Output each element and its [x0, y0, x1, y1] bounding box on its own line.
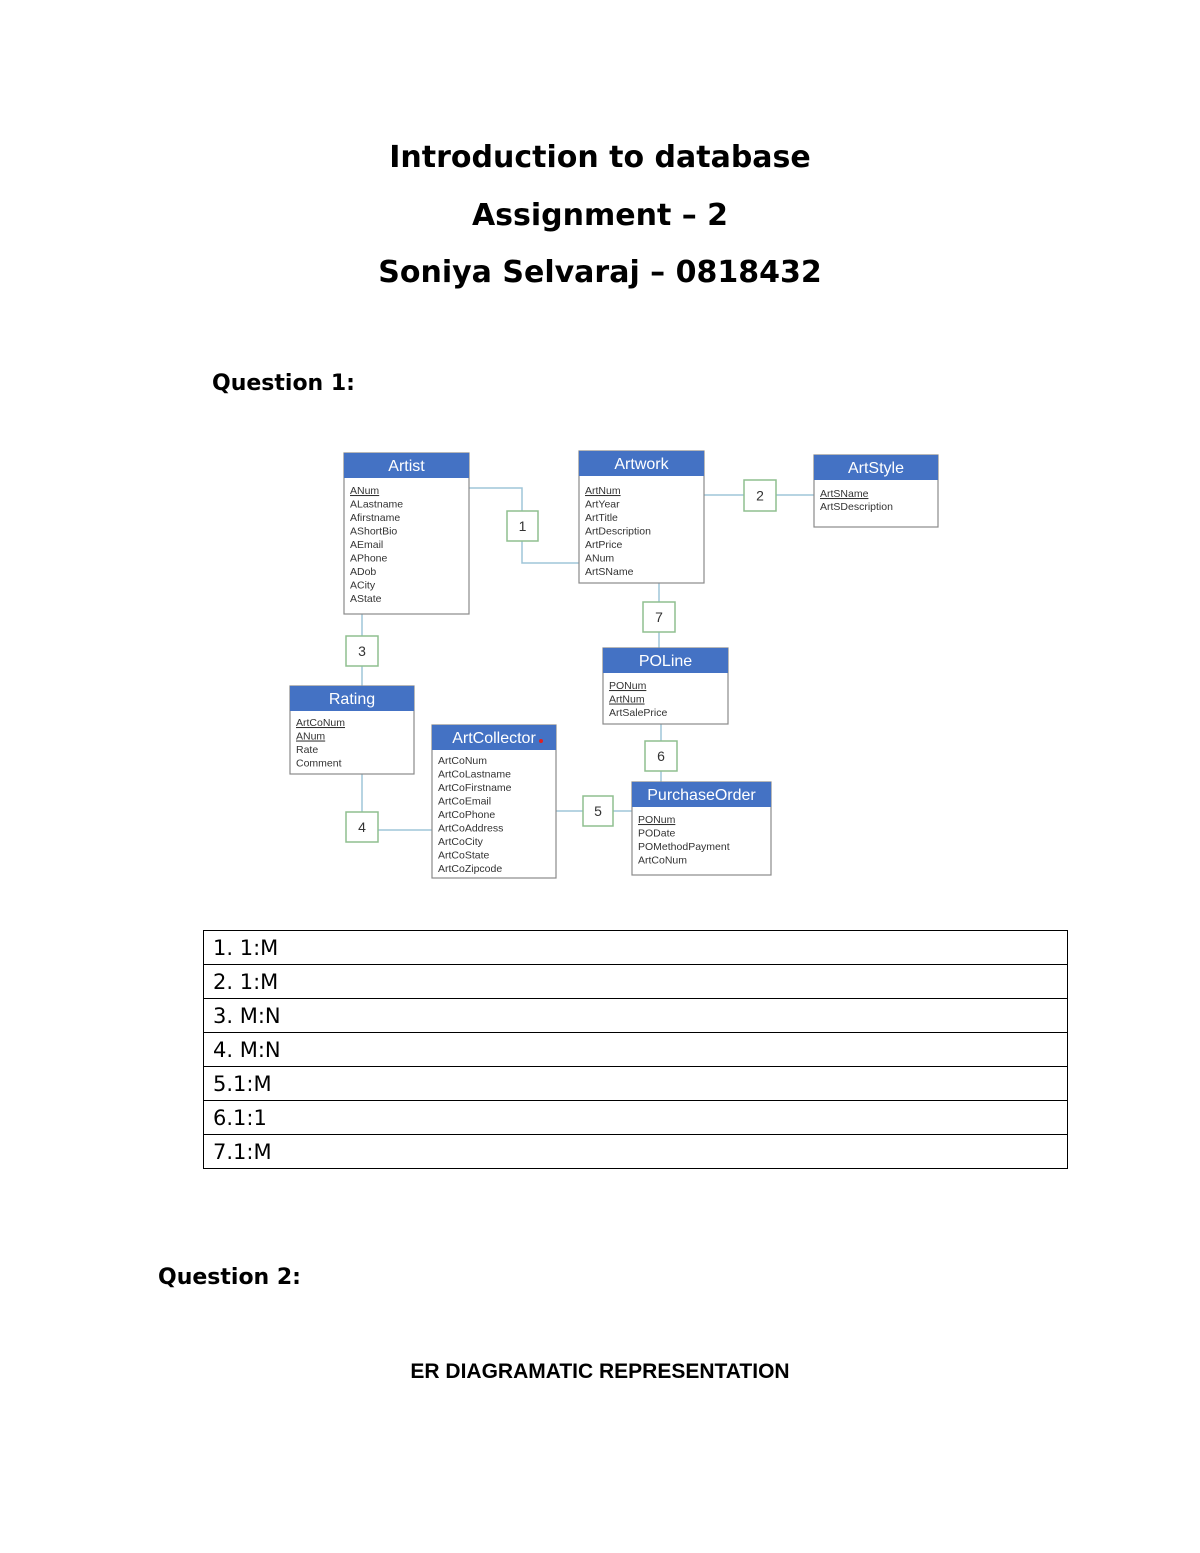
line-artist-artwork — [469, 488, 522, 512]
attr: ADob — [350, 566, 377, 578]
attr: ArtSalePrice — [609, 707, 668, 719]
relationship-4 — [346, 812, 378, 842]
relationship-6 — [645, 741, 677, 771]
relationship-3-label: 3 — [358, 643, 366, 659]
attr: ArtYear — [585, 498, 620, 511]
assignment-number: Assignment – 2 — [471, 198, 729, 233]
entity-artstyle-title: ArtStyle — [847, 460, 905, 477]
attr: ArtCoCity — [438, 836, 483, 848]
attr: ANum — [296, 730, 326, 743]
table-cell: 3. M:N — [204, 999, 1068, 1033]
relationship-5-label: 5 — [594, 803, 602, 819]
attr: AEmail — [350, 539, 384, 551]
relationship-5 — [583, 796, 613, 826]
entity-rating — [290, 686, 414, 774]
attr: Afirstname — [350, 512, 401, 524]
entity-artwork — [579, 451, 704, 583]
relationship-2 — [744, 480, 776, 511]
table-row — [204, 931, 1068, 965]
attr: ArtCoEmail — [438, 795, 492, 808]
entity-poline-title: POLine — [638, 653, 693, 670]
entity-artcollector-title: ArtCollector — [452, 730, 536, 747]
relationship-6-label: 6 — [657, 748, 665, 764]
table-row — [204, 1033, 1068, 1067]
entity-artstyle — [814, 455, 938, 527]
attr: APhone — [350, 552, 388, 565]
entity-purchaseorder — [632, 782, 771, 875]
table-cell: 5.1:M — [204, 1067, 1068, 1101]
attr: ANum — [350, 485, 380, 497]
attr: AState — [350, 593, 382, 605]
table-cell: 4. M:N — [204, 1033, 1068, 1067]
table-cell: 7.1:M — [204, 1135, 1068, 1169]
attr: ArtCoFirstname — [438, 782, 512, 794]
red-dot-mark — [539, 739, 543, 743]
entity-purchaseorder-title: PurchaseOrder — [647, 787, 756, 804]
relationship-1 — [507, 511, 538, 541]
cardinality-table — [203, 930, 1068, 1169]
table-cell: 1. 1:M — [204, 931, 1068, 965]
relationship-2-label: 2 — [756, 487, 764, 504]
attr: ArtCoLastname — [438, 768, 511, 781]
attr: ArtCoNum — [638, 854, 688, 867]
attr: ArtSName — [820, 488, 869, 500]
er-heading: ER DIAGRAMATIC REPRESENTATION — [410, 1360, 790, 1383]
table-row — [204, 1135, 1068, 1169]
attr: PONum — [609, 680, 647, 692]
entity-artwork-title: Artwork — [614, 456, 669, 473]
relationship-7 — [643, 602, 675, 632]
attr: ArtNum — [609, 693, 645, 706]
attr: PONum — [638, 814, 676, 826]
question-1-label: Question 1: — [212, 371, 355, 396]
relationship-7-label: 7 — [655, 609, 663, 625]
attr: ArtCoNum — [438, 755, 488, 767]
entity-poline — [603, 648, 728, 724]
attr: Rate — [296, 744, 319, 756]
attr: Comment — [296, 757, 342, 770]
table-row — [204, 999, 1068, 1033]
document-title: Introduction to database — [389, 140, 811, 175]
attr: ArtCoNum — [296, 717, 346, 729]
table-row — [204, 1101, 1068, 1135]
attr: PODate — [638, 827, 676, 840]
attr: ArtDescription — [585, 525, 651, 538]
relationship-1-label: 1 — [518, 518, 527, 534]
attr: ArtNum — [585, 485, 621, 497]
attr: AShortBio — [350, 525, 398, 538]
attr: ArtCoAddress — [438, 822, 504, 835]
table-cell: 2. 1:M — [204, 965, 1068, 999]
relationship-4-label: 4 — [358, 819, 366, 835]
attr: POMethodPayment — [638, 841, 730, 853]
entity-artcollector — [432, 725, 556, 878]
attr: ArtCoPhone — [438, 809, 496, 821]
attr: ArtSDescription — [820, 501, 893, 513]
attr: ArtPrice — [585, 539, 623, 551]
attr: ANum — [585, 552, 615, 565]
entity-artist — [344, 453, 469, 614]
attr: ArtSName — [585, 566, 634, 578]
attr: ArtTitle — [585, 512, 618, 524]
relationship-3 — [346, 636, 378, 666]
question-2-label: Question 2: — [158, 1265, 301, 1290]
table-row — [204, 1067, 1068, 1101]
line-rel1-artwork — [522, 540, 579, 563]
table-row — [204, 965, 1068, 999]
attr: ArtCoZipcode — [438, 863, 503, 875]
attr: ALastname — [350, 498, 404, 511]
author-line: Soniya Selvaraj – 0818432 — [378, 255, 822, 290]
entity-rating-title: Rating — [328, 691, 376, 708]
table-cell: 6.1:1 — [204, 1101, 1068, 1135]
attr: ArtCoState — [438, 849, 490, 862]
attr: ACity — [350, 579, 376, 592]
entity-artist-title: Artist — [388, 458, 425, 475]
